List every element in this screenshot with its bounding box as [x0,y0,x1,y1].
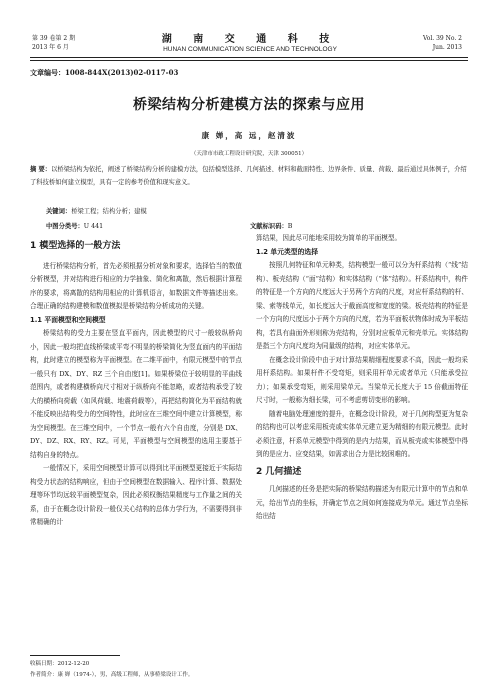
date-en: Jun. 2013 [432,44,462,51]
journal-title-en: HUNAN COMMUNICATION SCIENCE AND TECHNOLOGY [163,46,337,53]
paragraph: 按照几何特征和单元种类，结构模型一般可以分为杆系结构（“线”结构）、板壳结构（“面”结构）和实体结构（“体”结构）。杆系结构中，构件的特征是一个方向的尺度远大于另两个方向的尺度，对应杆系结构的杆、梁、索等线单元，如长度远大于截面高度和宽度的梁。板壳结构的特征是一个方向的尺度远小于两个方向的尺度，若为平面板状物体时成为平板结构，若具有曲面外形则称为壳结构，分别对应板单元和壳单元。实体结构是指三个方向尺度均为同量级的结构，对应实体单元。 [256,261,468,350]
keywords [46,206,147,215]
doc-label: 文献标识码： [250,223,288,230]
volume-cn: 第 39 卷第 2 期 [32,35,76,42]
paragraph: 算结果，因此尽可能地采用较为简单的平面模型。 [256,234,402,242]
keywords-label: 关键词： [46,208,72,215]
article-number: 文章编号：1008-844X(2013)02-0117-03 [30,68,179,77]
clc-label: 中图分类号： [46,223,84,230]
abstract-text: 以桥梁结构为依托，阐述了桥梁结构分析的建模方法，包括模型选择、几何描述、材料和截面特性、边界条件、质量、荷载、最后通过具体例子，介绍了科技桥如何建立模型，具有一定的参考价值和现实意义。 [30,166,467,186]
subsection-1-2-heading: 1.2 单元类型的选择 [256,247,318,256]
paragraph: 一般情况下，采用空间模型计算可以得到比平面模型更接近于实际结构受力状态的结构响应，但由于空间模型在数据输入、程序计算、数据处理等环节均远较平面模型复杂，因此必须权衡结果精度与工作量之间的关系，由于在概念设计阶段一般仅关心结构的总体力学行为，不需要得到非常精确的计 [30,464,242,526]
abstract [30,163,468,189]
header-right [423,34,462,52]
abstract-label: 摘 要： [30,166,52,173]
paragraph: 进行桥梁结构分析，首先必须根据分析对象和要求，选择恰当的数值分析模型，并对结构进行相应的力学抽象、简化和离散，然后根据计算程序的要求，将离散的结构用相应的计算机语言，如数据文件等描述出来。合理正确的结构建模和数值模拟是桥梁结构分析成功的关键。 [30,261,242,310]
header-rule-thin [30,60,468,61]
paragraph: 在概念设计阶段中由于对计算结果精细程度要求不高，因此一般均采用杆系结构。如果杆件不受弯矩，则采用杆单元或者单元（只能承受拉力）；如果承受弯矩，则采用梁单元。当梁单元长度大于 15 倍截面特征尺寸时，一般称为细长梁，可不考虑剪切变形的影响。 [256,355,468,404]
authors: 康 婵，高 远，赵清波 [201,131,297,140]
date-cn: 2013 年 6 月 [32,44,69,51]
paragraph: 随着电脑处理速度的提升，在概念设计阶段，对于几何构型更为复杂的结构也可以考虑采用板壳或实体单元建立更为精细的有限元模型。此时必须注意，杆系单元模型中得到的是内力结果，而从板壳或实体模型中得到的是应力、应变结果，如需求出合力是比较困难的。 [256,409,468,458]
affiliation: （天津市市政工程设计研究院，天津 300051） [190,151,308,157]
subsection-1-1-heading: 1.1 平面模型和空间模型 [30,315,106,324]
author-bio: 作者简介：康 婵（1974-），男，高级工程师，从事桥梁设计工作。 [30,672,194,678]
volume-en: Vol. 39 No. 2 [422,35,462,42]
clc-value: U 441 [83,223,104,230]
received-date: 收稿日期：2012-12-20 [30,661,90,667]
footnote-rule [30,655,120,656]
keywords-text: 桥梁工程；结构分析；建模 [71,208,147,215]
paragraph: 桥梁结构的受力主要在竖直平面内，因此模型的尺寸一般较纵桥向小，因此一般均把直线桥梁或平弯不明显的桥梁简化为竖直面内的平面结构，此时建立的模型称为平面模型。在二维平面中，有限元模型中的节点一般只有 DX、DY、RZ 三个自由度[1]。如果桥梁位于较明显的平曲线范围内，或者构建横桥向尺寸相对于纵桥向不能忽略，或者结构承受了较大的横桥向荷载（如风荷载、地震荷载等），再把结构简化为平面结构就不能反映出结构受力的空间特性，此时应在三维空间中建立计算模型，称为空间模型。在三维空间中，一个节点一般有六个自由度，分别是 DX、DY、DZ、RX、RY、RZ。可见，平面模型与空间模型的选用主要基于结构自身的特点。 [30,329,242,459]
paper-title: 桥梁结构分析建模方法的探索与应用 [133,97,365,113]
left-column [30,240,242,530]
journal-title-cn: 湖 南 交 通 科 技 [161,34,339,45]
right-column [256,219,468,524]
clc-number [46,221,103,230]
section-2-heading: 2 几何描述 [256,466,302,477]
header-rule [30,57,468,58]
paragraph: 几何描述的任务是把实际的桥梁结构描述为有限元计算中的节点和单元，给出节点的坐标，并确定节点之间如何连接成为单元。通过节点坐标给出结 [256,485,468,520]
header-left [32,34,75,52]
section-1-heading: 1 模型选择的一般方法 [30,241,121,251]
doc-value: B [287,223,293,230]
